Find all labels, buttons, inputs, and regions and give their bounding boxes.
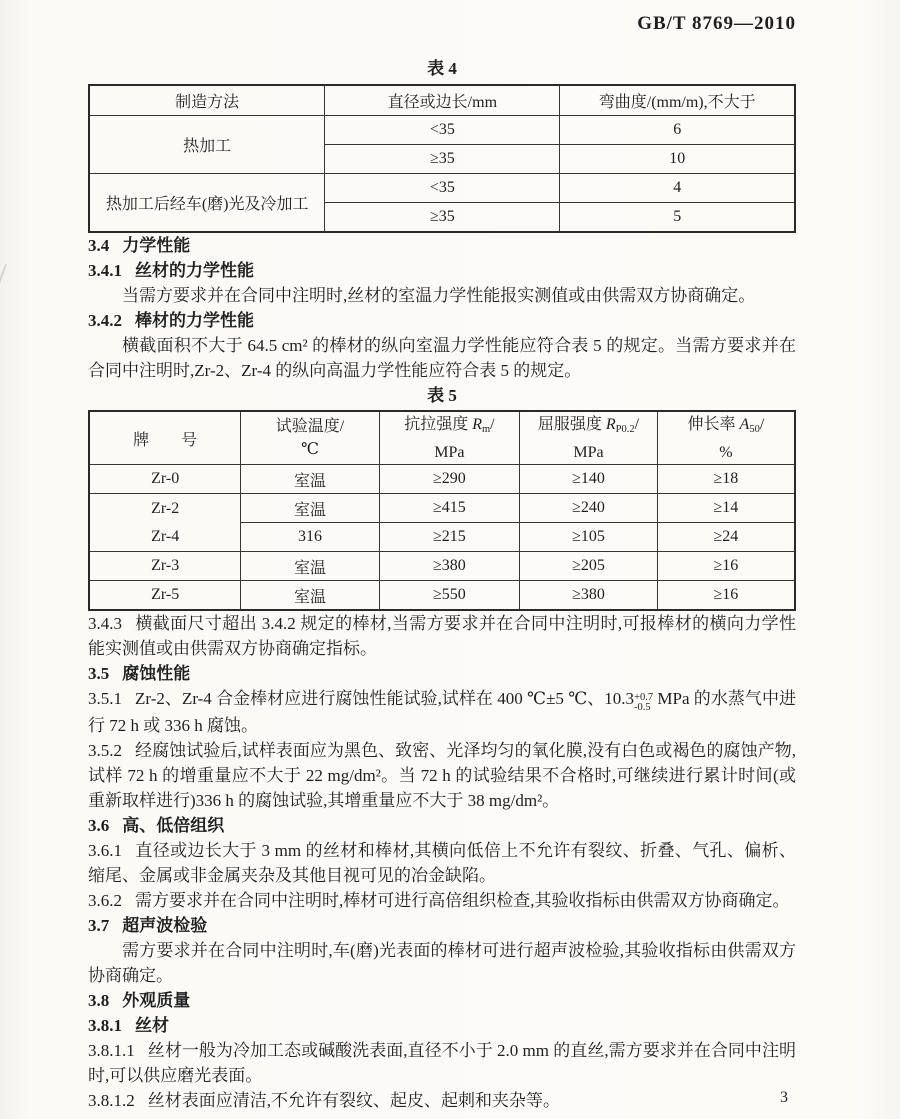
- clause-title: 力学性能: [122, 236, 191, 255]
- clause-number: 3.7: [88, 916, 110, 935]
- paragraph-3-5-2: [88, 738, 796, 813]
- clause-number: 3.4.2: [88, 311, 122, 330]
- table4-method-hot-worked: 热加工: [89, 116, 325, 174]
- clause-text: MPa 的水蒸气中进行 72 h 或 336 h 腐蚀。: [88, 689, 796, 735]
- table5-cell: ≥415: [379, 494, 519, 523]
- clause-title: 高、低倍组织: [122, 816, 225, 835]
- header-unit: %: [719, 443, 733, 461]
- paragraph-3-6-2: [88, 888, 796, 913]
- table4-cell: <35: [325, 116, 560, 145]
- table5-header-elongation: [657, 411, 795, 465]
- table5-cell: 室温: [241, 465, 379, 494]
- clause-number: 3.5.1: [88, 689, 122, 708]
- clause-text: 需方要求并在合同中注明时,棒材可进行高倍组织检查,其验收指标由供需双方协商确定。: [135, 891, 790, 910]
- clause-title: 丝材的力学性能: [135, 261, 254, 280]
- table5-cell: 室温: [241, 494, 379, 523]
- tolerance-lower: -0.5: [634, 702, 651, 713]
- header-text: 抗拉强度: [404, 415, 473, 433]
- paragraph-3-5-1: [88, 686, 796, 738]
- table4-header-size: 直径或边长/mm: [325, 85, 560, 116]
- header-unit: MPa: [434, 443, 465, 461]
- clause-title: 棒材的力学性能: [135, 311, 254, 330]
- table5-cell: ≥16: [657, 552, 795, 581]
- table4-cell: 5: [560, 203, 795, 233]
- table5-header-row: [89, 411, 795, 465]
- table4-cell: ≥35: [325, 203, 560, 233]
- page-number: 3: [780, 1089, 788, 1106]
- clause-number: 3.6: [88, 816, 110, 835]
- table-row: [89, 465, 795, 494]
- header-text: /: [490, 415, 495, 433]
- table5-cell: ≥215: [379, 523, 519, 552]
- tolerance-stack: [634, 693, 653, 713]
- table5-cell: ≥240: [520, 494, 658, 523]
- table5-caption: 表 5: [427, 386, 457, 405]
- table5-header-tensile-strength: [379, 411, 519, 465]
- body-text: [88, 233, 796, 383]
- table-row: [89, 552, 795, 581]
- heading-3-4: [88, 233, 796, 258]
- heading-3-7: [88, 913, 796, 938]
- table5-brand: Zr-4: [151, 527, 180, 545]
- header-unit: MPa: [573, 443, 604, 461]
- table5-brand: Zr-0: [89, 465, 241, 494]
- clause-text: 丝材一般为冷加工态或碱酸洗表面,直径不小于 2.0 mm 的直丝,需方要求并在合同中注明时,可以供应磨光表面。: [88, 1041, 796, 1085]
- table5-brand: Zr-3: [89, 552, 241, 581]
- table-row: [89, 116, 795, 145]
- clause-text: 丝材表面应清洁,不允许有裂纹、起皮、起刺和夹杂等。: [147, 1091, 560, 1110]
- table4: [88, 84, 796, 233]
- clause-text: 横截面尺寸超出 3.4.2 规定的棒材,当需方要求并在合同中注明时,可报棒材的横向力学性能实测值或由供需双方协商确定指标。: [88, 614, 796, 658]
- symbol: R: [472, 415, 482, 433]
- paragraph-3-4-1: 当需方要求并在合同中注明时,丝材的室温力学性能报实测值或由供需双方协商确定。: [122, 286, 756, 305]
- clause-title: 丝材: [135, 1016, 169, 1035]
- table-row: [89, 581, 795, 611]
- symbol: R: [605, 415, 616, 433]
- header-text: /: [634, 415, 640, 433]
- header-line: [658, 413, 794, 441]
- header-text: 伸长率: [687, 415, 740, 433]
- table5-cell: ≥18: [657, 465, 795, 494]
- table4-cell: <35: [325, 174, 560, 203]
- heading-3-8: [88, 988, 796, 1013]
- clause-number: 3.8: [88, 991, 110, 1010]
- table4-header-bend: 弯曲度/(mm/m),不大于: [560, 85, 795, 116]
- table5-cell: 室温: [241, 581, 379, 611]
- table4-method-machined: 热加工后经车(磨)光及冷加工: [89, 174, 325, 233]
- table5-cell: ≥14: [657, 494, 795, 523]
- clause-number: 3.8.1.2: [88, 1091, 135, 1110]
- header-line: 试验温度/: [275, 418, 345, 435]
- clause-number: 3.4: [88, 236, 110, 255]
- table4-header-method: 制造方法: [89, 85, 325, 116]
- body-text: [88, 611, 796, 1113]
- table5-cell: ≥380: [520, 581, 658, 611]
- paragraph-3-4-2: 横截面积不大于 64.5 cm² 的棒材的纵向室温力学性能应符合表 5 的规定。当需方要求并在合同中注明时,Zr-2、Zr-4 的纵向高温力学性能应符合表 5 的规定。: [88, 336, 796, 380]
- clause-number: 3.8.1.1: [88, 1041, 135, 1060]
- table5-header-temperature: [241, 411, 379, 465]
- table4-cell: 10: [560, 145, 795, 174]
- table4-caption: 表 4: [427, 59, 457, 78]
- table5-cell: ≥24: [657, 523, 795, 552]
- heading-3-5: [88, 661, 796, 686]
- paragraph-3-8-1-1: [88, 1038, 796, 1088]
- table5-brand: Zr-2: [151, 499, 180, 517]
- table5-brand-zr2-zr4: [89, 494, 241, 552]
- subscript: m: [481, 423, 491, 435]
- table5-cell: ≥105: [520, 523, 658, 552]
- clause-number: 3.6.2: [88, 891, 122, 910]
- table5-cell: ≥380: [379, 552, 519, 581]
- header-text: 屈服强度: [537, 415, 606, 433]
- table5-cell: 316: [241, 523, 379, 552]
- header-line: [380, 413, 519, 441]
- heading-3-6: [88, 813, 796, 838]
- symbol: A: [739, 415, 750, 433]
- paragraph-3-6-1: [88, 838, 796, 888]
- table5-header-yield-strength: [520, 411, 658, 465]
- clause-title: 超声波检验: [122, 916, 208, 935]
- heading-3-4-2: [88, 308, 796, 333]
- table4-cell: 6: [560, 116, 795, 145]
- table5-cell: 室温: [241, 552, 379, 581]
- clause-title: 腐蚀性能: [122, 664, 191, 683]
- table4-header-row: [89, 85, 795, 116]
- clause-title: 外观质量: [122, 991, 191, 1010]
- paragraph-3-7: 需方要求并在合同中注明时,车(磨)光表面的棒材可进行超声波检验,其验收指标由供需双方协商确定。: [88, 941, 796, 985]
- table5-brand: Zr-5: [89, 581, 241, 611]
- paragraph-3-8-1-2: [88, 1088, 796, 1113]
- table5-cell: ≥550: [379, 581, 519, 611]
- paragraph-3-4-3: [88, 611, 796, 661]
- standard-code: GB/T 8769—2010: [637, 13, 796, 34]
- table5-cell: ≥16: [657, 581, 795, 611]
- clause-text: 经腐蚀试验后,试样表面应为黑色、致密、光泽均匀的氧化膜,没有白色或褐色的腐蚀产物,试样 72 h 的增重量应不大于 22 mg/dm²。当 72 h 的试验结果不合格时,可继续进行累计时间(或重新取样进行)336 h 的腐蚀试验,其增重量应不大于 38 mg/dm²。: [88, 741, 796, 810]
- table-row: [89, 494, 795, 523]
- heading-3-4-1: [88, 258, 796, 283]
- table4-cell: 4: [560, 174, 795, 203]
- subscript: 50: [749, 423, 760, 435]
- subscript: P0.2: [615, 423, 635, 435]
- heading-3-8-1: [88, 1013, 796, 1038]
- clause-number: 3.5.2: [88, 741, 122, 760]
- clause-number: 3.5: [88, 664, 110, 683]
- header-line: [520, 413, 657, 441]
- clause-text: 直径或边长大于 3 mm 的丝材和棒材,其横向低倍上不允许有裂纹、折叠、气孔、偏析、缩尾、金属或非金属夹杂及其他目视可见的冶金缺陷。: [88, 841, 796, 885]
- clause-number: 3.4.3: [88, 614, 122, 633]
- header-text: /: [759, 415, 765, 433]
- table4-cell: ≥35: [325, 145, 560, 174]
- header-line: ℃: [301, 441, 319, 458]
- scan-artifact: [0, 0, 41, 47]
- table5: [88, 410, 796, 611]
- clause-number: 3.6.1: [88, 841, 122, 860]
- clause-number: 3.8.1: [88, 1016, 122, 1035]
- table5-header-brand: 牌 号: [89, 411, 241, 465]
- table5-cell: ≥290: [379, 465, 519, 494]
- table5-cell: ≥140: [520, 465, 658, 494]
- tolerance-upper: +0.7: [634, 692, 654, 703]
- clause-text: Zr-2、Zr-4 合金棒材应进行腐蚀性能试验,试样在 400 ℃±5 ℃、10.3: [135, 689, 635, 708]
- table-row: [89, 174, 795, 203]
- clause-number: 3.4.1: [88, 261, 122, 280]
- table5-cell: ≥205: [520, 552, 658, 581]
- scan-artifact: [0, 264, 39, 342]
